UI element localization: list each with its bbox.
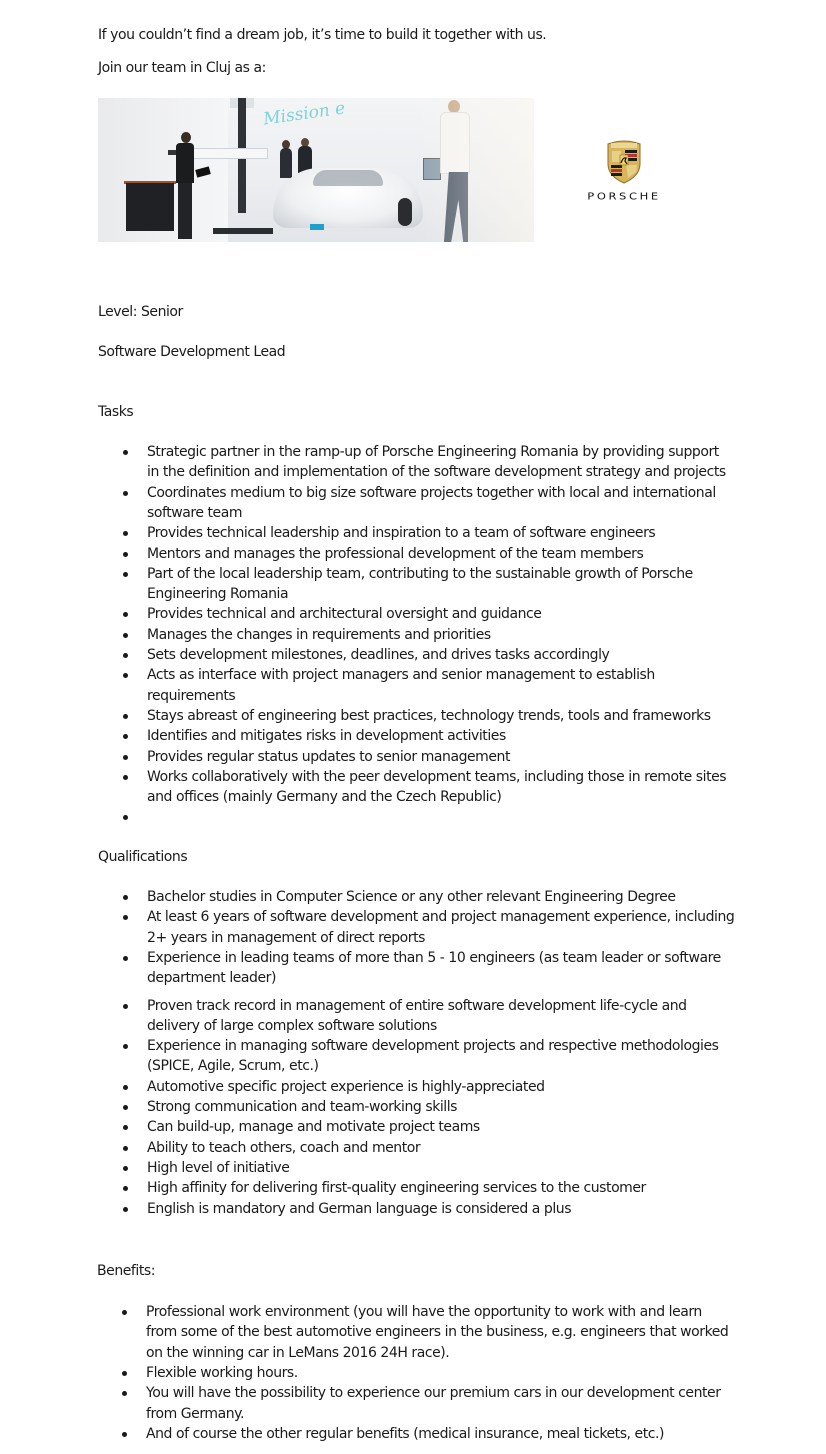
bullet-icon	[123, 956, 128, 961]
bullet-icon	[123, 491, 128, 496]
bullet-icon	[122, 1391, 127, 1396]
bullet-icon	[123, 612, 128, 617]
list-item-text: Bachelor studies in Computer Science or any other relevant Engineering Degree	[147, 889, 676, 905]
bullet-icon	[123, 1146, 128, 1151]
qualifications-heading: Qualifications	[98, 849, 188, 865]
list-item-text: You will have the possibility to experience our premium cars in our development center	[146, 1385, 721, 1402]
list-item-text: High affinity for delivering first-quality engineering services to the customer	[147, 1180, 646, 1197]
list-item-text: Flexible working hours.	[146, 1364, 298, 1381]
list-item-text: Acts as interface with project managers and senior management to establish	[147, 667, 655, 684]
list-item-text: (SPICE, Agile, Scrum, etc.)	[147, 1058, 319, 1075]
list-item-text: department leader)	[147, 970, 276, 987]
list-item-text: on the winning car in LeMans 2016 24H race).	[146, 1344, 450, 1361]
list-item-text: Part of the local leadership team, contributing to the sustainable growth of Porsche	[147, 565, 693, 582]
list-item-text: Manages the changes in requirements and priorities	[147, 626, 491, 643]
list-item-text: Strategic partner in the ramp-up of Porsche Engineering Romania by providing support	[147, 444, 719, 460]
bullet-icon	[122, 1371, 127, 1376]
list-item-text: Experience in leading teams of more than 5 - 10 engineers (as team leader or software	[147, 949, 721, 966]
list-item-text: 2+ years in management of direct reports	[147, 929, 425, 946]
bullet-icon	[123, 734, 128, 739]
list-item-text: in the definition and implementation of the software development strategy and projects	[147, 464, 726, 481]
list-item-text: Strong communication and team-working skills	[147, 1099, 458, 1115]
list-item-text: from some of the best automotive engineers in the business, e.g. engineers that worked	[146, 1324, 729, 1341]
list-item-text: High level of initiative	[147, 1159, 290, 1176]
bullet-icon	[123, 1004, 128, 1009]
bullet-icon	[123, 1125, 128, 1130]
bullet-icon	[123, 915, 128, 920]
intro-line-2: Join our team in Cluj as a:	[98, 60, 266, 76]
bullet-icon	[123, 1085, 128, 1090]
list-item-text: Professional work environment (you will have the opportunity to work with and learn	[146, 1304, 702, 1320]
list-item-text: and offices (mainly Germany and the Czech Republic)	[147, 789, 502, 806]
list-item-text: Stays abreast of engineering best practices, technology trends, tools and frameworks	[147, 707, 711, 724]
bullet-icon	[123, 572, 128, 577]
list-item-text: Works collaboratively with the peer development teams, including those in remote sites	[147, 768, 727, 785]
bullet-icon	[123, 1166, 128, 1171]
bullet-icon	[122, 1310, 127, 1315]
list-item-text: from Germany.	[146, 1405, 244, 1422]
list-item-text: Coordinates medium to big size software projects together with local and international	[147, 484, 716, 501]
list-item-text: Can build-up, manage and motivate project teams	[147, 1119, 480, 1136]
list-item-text: English is mandatory and German language is considered a plus	[147, 1200, 572, 1217]
bullet-icon	[123, 1044, 128, 1049]
bullet-icon	[123, 673, 128, 678]
list-item-text: Automotive specific project experience is highly-appreciated	[147, 1078, 545, 1095]
mission-e-wall-text: Mission e	[262, 98, 347, 130]
bullet-icon	[123, 755, 128, 760]
list-item-text: And of course the other regular benefits (medical insurance, meal tickets, etc.)	[146, 1425, 665, 1442]
bullet-icon	[123, 815, 128, 820]
bullet-icon	[123, 1207, 128, 1212]
level-label: Level: Senior	[98, 304, 183, 320]
porsche-wordmark: PORSCHE	[587, 190, 661, 202]
bullet-icon	[123, 531, 128, 536]
team-photo-banner	[98, 98, 534, 242]
bullet-icon	[122, 1432, 127, 1437]
list-item-text: Provides technical leadership and inspiration to a team of software engineers	[147, 525, 656, 542]
list-item-text: Ability to teach others, coach and mentor	[147, 1139, 421, 1156]
list-item-text: Experience in managing software development projects and respective methodologies	[147, 1038, 719, 1055]
bullet-icon	[123, 775, 128, 780]
list-item-text: Engineering Romania	[147, 586, 289, 603]
list-item-text: Proven track record in management of entire software development life-cycle and	[147, 997, 687, 1014]
bullet-icon	[123, 1105, 128, 1110]
bullet-icon	[123, 450, 128, 455]
list-item-text: Provides technical and architectural oversight and guidance	[147, 606, 542, 623]
bullet-icon	[123, 552, 128, 557]
bullet-icon	[123, 633, 128, 638]
tasks-heading: Tasks	[98, 404, 134, 420]
list-item-text: requirements	[147, 687, 236, 704]
bullet-icon	[123, 895, 128, 900]
benefits-heading: Benefits:	[97, 1263, 155, 1279]
list-item-text: Provides regular status updates to senior management	[147, 748, 510, 765]
list-item-text: Sets development milestones, deadlines, and drives tasks accordingly	[147, 647, 610, 663]
list-item-text: Identifies and mitigates risks in development activities	[147, 728, 506, 745]
bullet-icon	[123, 1186, 128, 1191]
job-title: Software Development Lead	[98, 344, 286, 360]
list-item-text: delivery of large complex software solutions	[147, 1017, 437, 1034]
list-item-text: software team	[147, 504, 243, 521]
list-item-text: Mentors and manages the professional development of the team members	[147, 545, 644, 562]
intro-line-1: If you couldn’t find a dream job, it’s time to build it together with us.	[98, 27, 547, 43]
bullet-icon	[123, 714, 128, 719]
list-item-text: At least 6 years of software development and project management experience, including	[147, 909, 735, 926]
porsche-crest-icon	[606, 138, 642, 184]
bullet-icon	[123, 653, 128, 658]
